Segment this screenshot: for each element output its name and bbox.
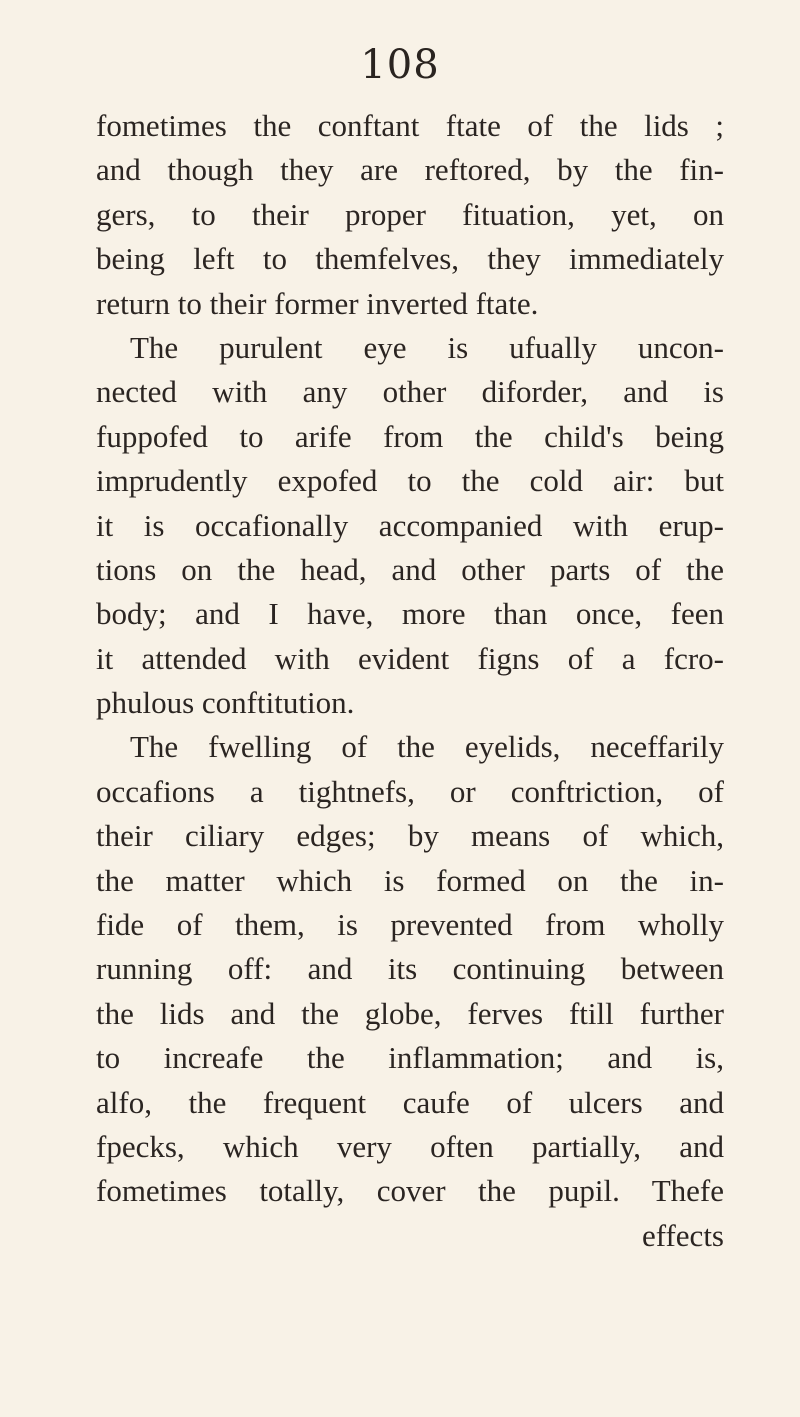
text-line: it is occafionally accompanied with erup- xyxy=(96,507,724,543)
text-line: fide of them, is prevented from wholly xyxy=(96,907,724,943)
text-line: imprudently expofed to the cold air: but xyxy=(96,463,724,499)
page-number: 108 xyxy=(360,42,440,88)
text-line: it attended with evident figns of a fcro- xyxy=(96,640,724,676)
text-line: gers, to their proper fituation, yet, on xyxy=(96,196,724,232)
paragraph-start-line: The purulent eye is ufually uncon- xyxy=(130,329,724,365)
text-line: phulous conftitution. xyxy=(96,685,355,721)
text-line: their ciliary edges; by means of which, xyxy=(96,818,724,854)
catchword: effects xyxy=(641,1217,724,1253)
text-line: fuppofed to arife from the child's being xyxy=(96,418,724,454)
text-line: occafions a tightnefs, or conftriction, of xyxy=(96,773,724,809)
text-line: fometimes totally, cover the pupil. Thefe xyxy=(96,1173,724,1209)
text-line: and though they are reftored, by the fin- xyxy=(96,152,724,188)
text-line: to increafe the inflammation; and is, xyxy=(96,1040,724,1076)
text-line: tions on the head, and other parts of the xyxy=(96,551,724,587)
text-line: running off: and its continuing between xyxy=(96,951,724,987)
text-line: body; and I have, more than once, feen xyxy=(96,596,724,632)
text-line: being left to themfelves, they immediately xyxy=(96,241,724,277)
text-line: fometimes the conftant ftate of the lids ; xyxy=(96,108,724,143)
text-line: alfo, the frequent caufe of ulcers and xyxy=(96,1084,724,1120)
text-line: return to their former inverted ftate. xyxy=(96,285,539,321)
text-line: nected with any other diforder, and is xyxy=(96,374,724,410)
text-line: fpecks, which very often partially, and xyxy=(96,1128,724,1164)
paragraph-start-line: The fwelling of the eyelids, neceffarily xyxy=(130,729,724,765)
body-text xyxy=(96,104,724,1258)
text-line: the lids and the globe, ferves ftill further xyxy=(96,995,724,1031)
text-line: the matter which is formed on the in- xyxy=(96,862,724,898)
